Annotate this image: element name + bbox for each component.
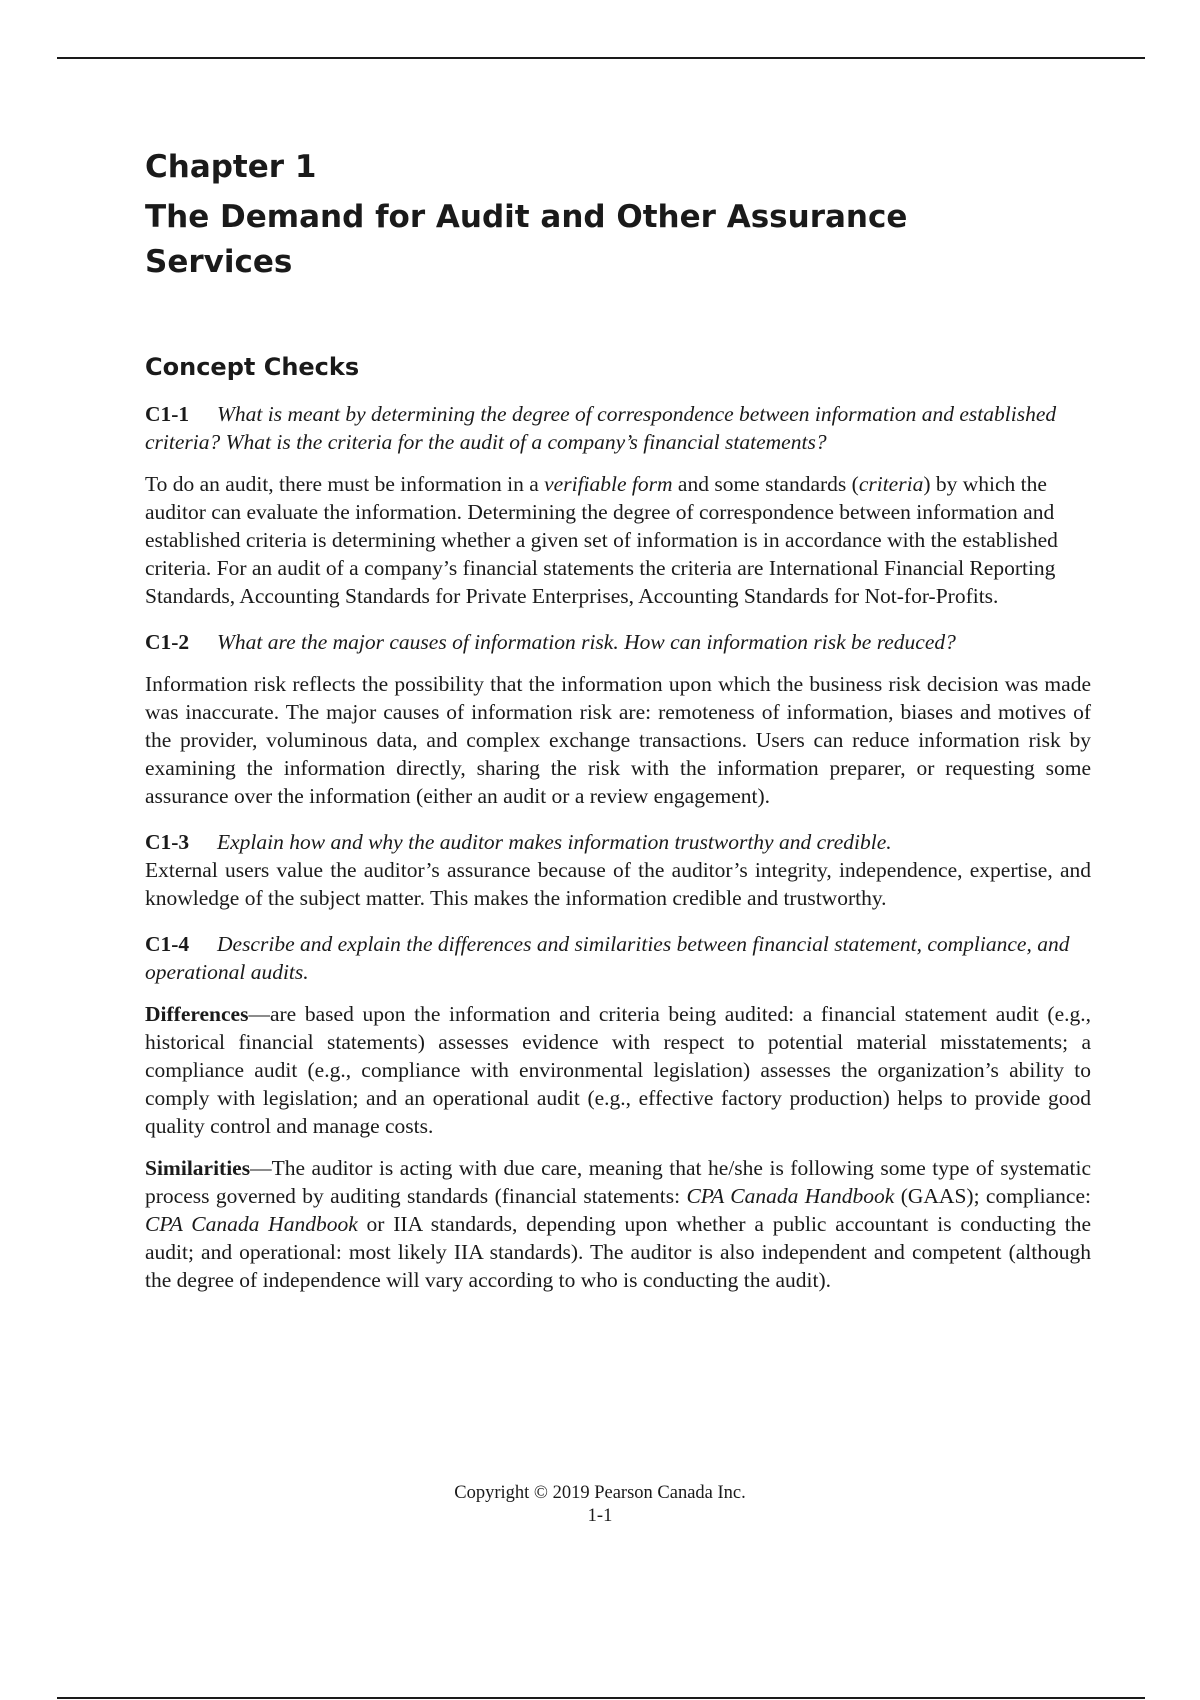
- question-c1-1: [145, 400, 1091, 456]
- similarities-label: Similarities: [145, 1156, 251, 1180]
- question-id: C1-1: [145, 402, 190, 426]
- chapter-number: Chapter 1: [145, 149, 317, 185]
- answer-emphasis: CPA Canada Handbook: [145, 1212, 358, 1236]
- answer-text: —The auditor is acting with due care, meaning that he/she is following some type of systematic process governed by auditing standards (financial statements:: [145, 1156, 1091, 1208]
- question-text: What are the major causes of information risk. How can information risk be reduced?: [217, 630, 956, 654]
- question-id: C1-3: [145, 830, 190, 854]
- answer-text: ) by which the auditor can evaluate the information. Determining the degree of correspondence between information and established criteria is determining whether a given set of information is in accordance with the established criteria. For an audit of a company’s financial statements the criteria are International Financial Reporting Standards, Accounting Standards for Private Enterprises, Accounting Standards for Not-for-Profits.: [145, 472, 1058, 608]
- answer-emphasis: CPA Canada Handbook: [686, 1184, 895, 1208]
- answer-c1-1: [145, 470, 1091, 610]
- question-id: C1-4: [145, 932, 190, 956]
- top-rule: [57, 57, 1145, 59]
- answer-c1-2: Information risk reflects the possibility that the information upon which the business risk decision was made was inaccurate. The major causes of information risk are: remoteness of information, biases and motives of the provider, voluminous data, and complex exchange transactions. Users can reduce information risk by examining the information directly, sharing the risk with the information preparer, or requesting some assurance over the information (either an audit or a review engagement).: [145, 672, 1091, 808]
- question-text: What is meant by determining the degree of correspondence between information and established criteria? What is the criteria for the audit of a company’s financial statements?: [145, 402, 1057, 454]
- answer-text: (GAAS); compliance:: [894, 1184, 1091, 1208]
- question-text: Explain how and why the auditor makes information trustworthy and credible.: [217, 830, 892, 854]
- page-footer: [0, 1482, 1200, 1528]
- answer-text: or IIA standards, depending upon whether a public accountant is conducting the audit; and operational: most likely IIA standards). The auditor is also independent and competent (although the degree of independence will vary according to who is conducting the audit).: [145, 1212, 1091, 1292]
- answer-text: To do an audit, there must be information in a: [145, 472, 545, 496]
- chapter-title: The Demand for Audit and Other Assurance Services: [145, 199, 908, 280]
- answer-differences: [145, 1000, 1091, 1140]
- answer-emphasis: verifiable form: [544, 472, 673, 496]
- answer-text: and some standards (: [672, 472, 859, 496]
- copyright-notice: Copyright © 2019 Pearson Canada Inc.: [454, 1483, 746, 1503]
- bottom-rule: [57, 1697, 1145, 1699]
- page-content: [145, 145, 1091, 1294]
- question-text: Describe and explain the differences and similarities between financial statement, compliance, and operational audits.: [145, 932, 1070, 984]
- answer-c1-3: External users value the auditor’s assurance because of the auditor’s integrity, independence, expertise, and knowledge of the subject matter. This makes the information credible and trustworthy.: [145, 858, 1091, 910]
- answer-emphasis: criteria: [858, 472, 924, 496]
- question-c1-3: [145, 828, 1091, 856]
- differences-label: Differences: [145, 1002, 249, 1026]
- page-number: 1-1: [587, 1506, 613, 1526]
- answer-similarities: [145, 1154, 1091, 1294]
- answer-text: —are based upon the information and criteria being audited: a financial statement audit (e.g., historical financial statements) assesses evidence with respect to potential material misstatements; a compliance audit (e.g., compliance with environmental legislation) assesses the organization’s ability to comply with legislation; and an operational audit (e.g., effective factory production) helps to provide good quality control and manage costs.: [145, 1002, 1091, 1138]
- question-c1-4: [145, 930, 1091, 986]
- question-c1-2: [145, 628, 1091, 656]
- section-title: Concept Checks: [145, 353, 360, 381]
- question-id: C1-2: [145, 630, 190, 654]
